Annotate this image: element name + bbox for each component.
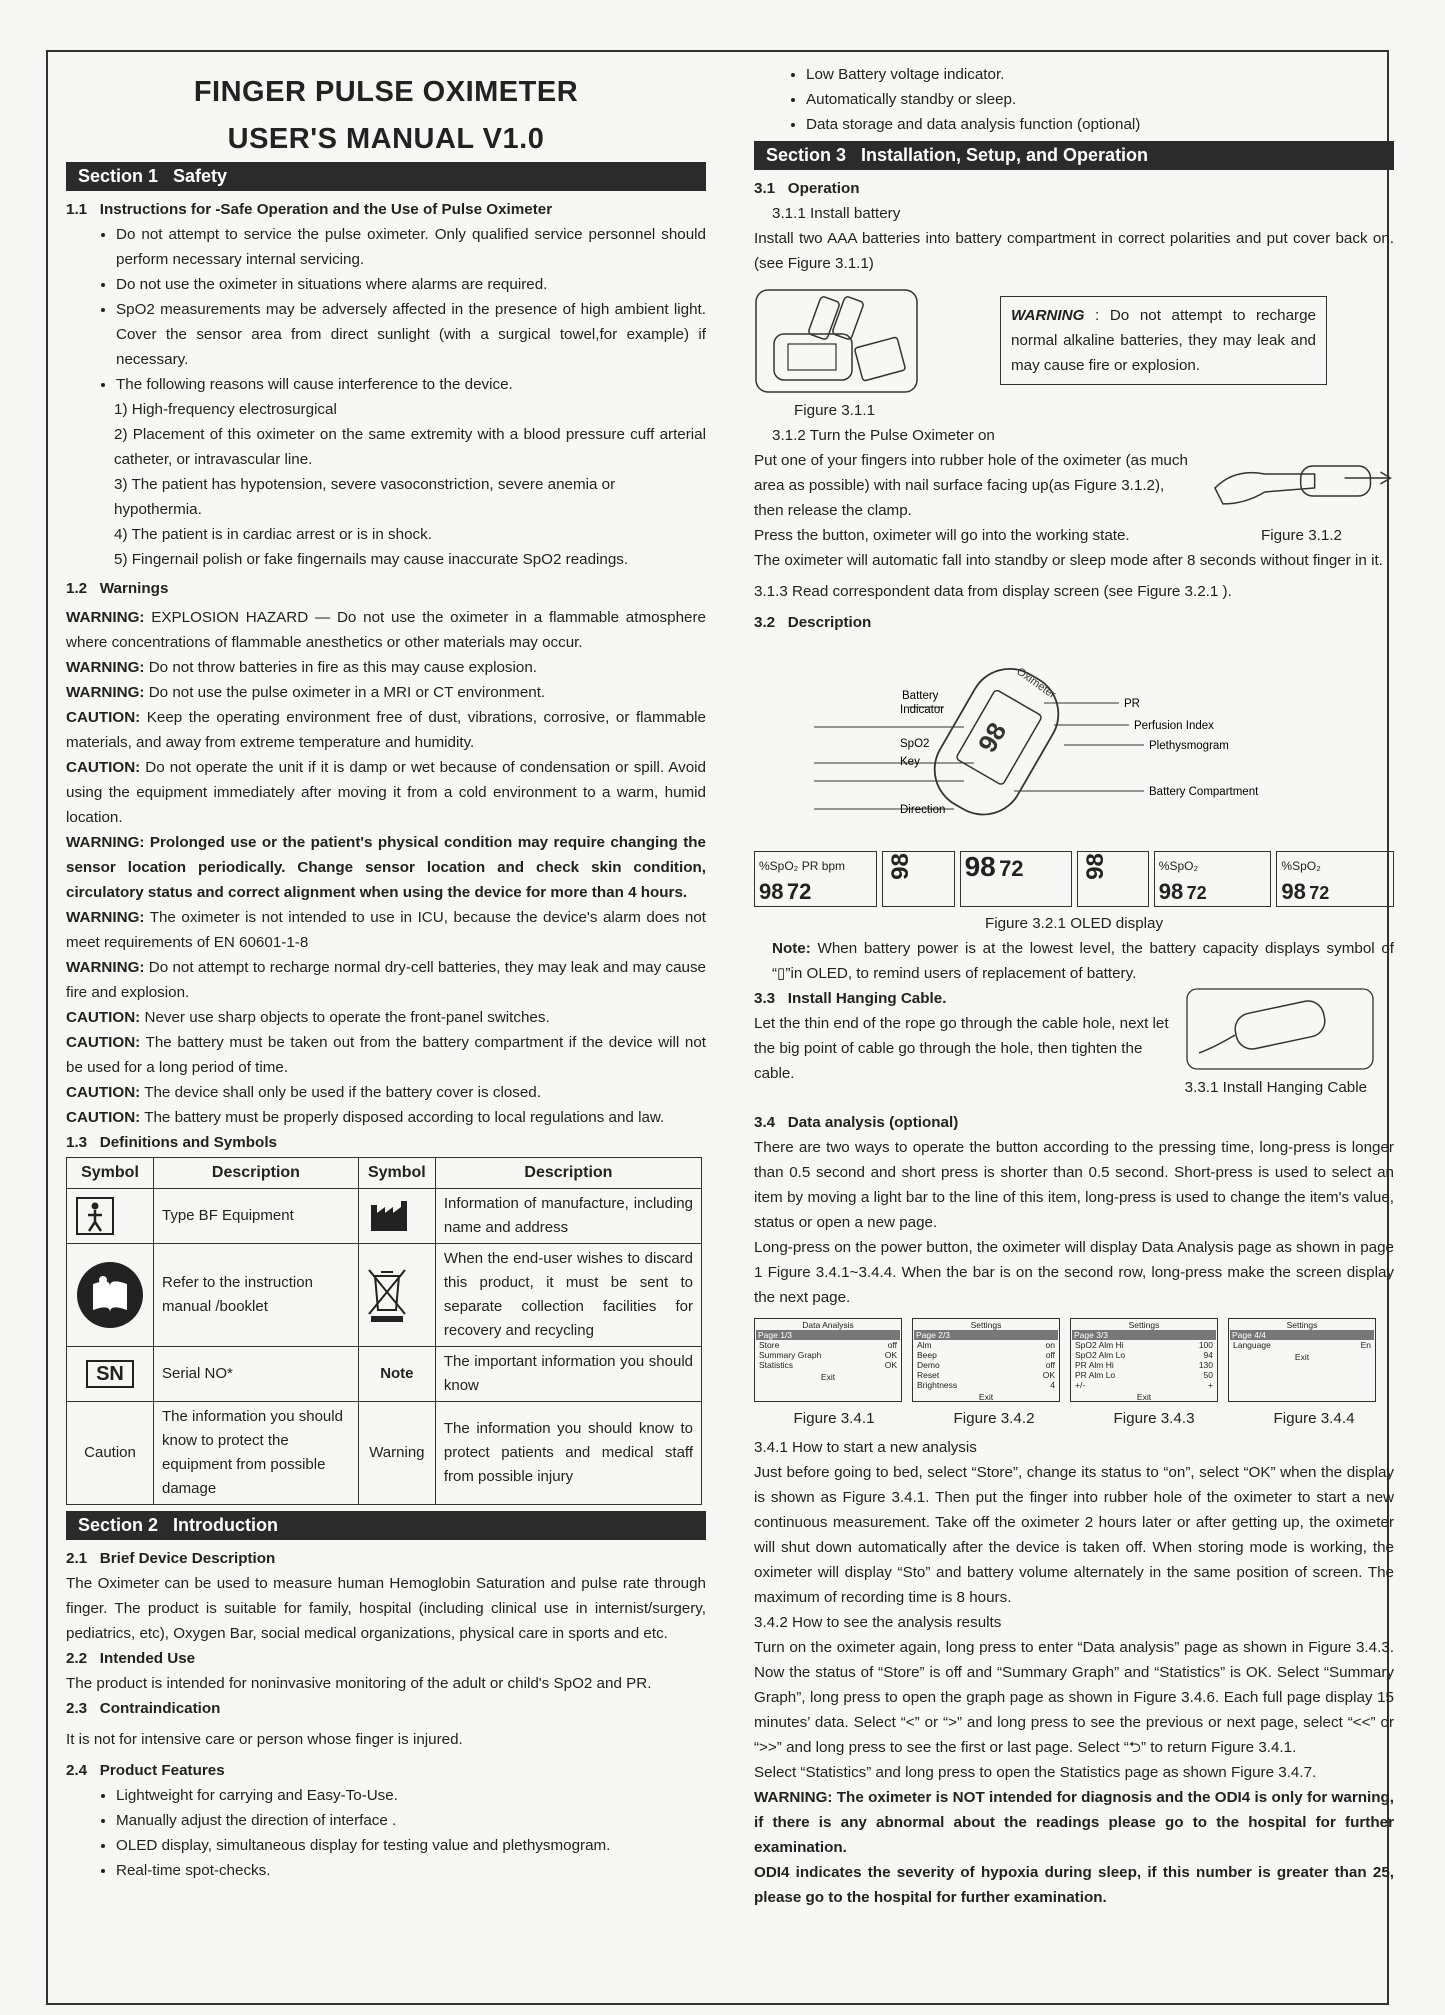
warning-keyword: CAUTION: <box>66 1109 141 1126</box>
screen-exit: Exit <box>1294 1352 1310 1362</box>
warning-item <box>66 955 706 1005</box>
screen-row <box>1072 1340 1216 1350</box>
warning-text: The oximeter is not intended to use in ICU, because the device's alarm does not meet requirements of EN 60601-1-8 <box>66 909 706 951</box>
heading-2-3: 2.3 Contraindication <box>66 1700 221 1717</box>
screen-title: Settings <box>970 1320 1002 1330</box>
oled-pr-value: 72 <box>1309 883 1330 903</box>
screen-exit: Exit <box>1136 1392 1152 1402</box>
warning-label: WARNING <box>1011 307 1085 324</box>
table-cell: The information you should know to protect patients and medical staff from possible injury <box>435 1402 701 1505</box>
caption-3-4-4: Figure 3.4.4 <box>1273 1410 1355 1427</box>
screen-row-label: Beep <box>917 1350 937 1360</box>
device-brand-label: Oximeter <box>1014 665 1058 702</box>
list-item: • OLED display, simultaneous display for testing value and plethysmogram. <box>116 1833 706 1858</box>
screen-title: Settings <box>1286 1320 1318 1330</box>
warning-item <box>66 905 706 955</box>
figure-3-4-captions <box>754 1406 1394 1431</box>
heading-1-1: 1.1 Instructions for -Safe Operation and the Use of Pulse Oximeter <box>66 201 553 218</box>
heading-3-4-2: 3.4.2 How to see the analysis results <box>754 1614 1002 1631</box>
col-header-description: Description <box>154 1158 359 1189</box>
warning-text: The battery must be taken out from the battery compartment if the device will not be used for a long period of time. <box>66 1034 706 1076</box>
screen-row-label: +/- <box>1075 1380 1086 1390</box>
caption-3-4-3: Figure 3.4.3 <box>1113 1410 1195 1427</box>
manual-icon <box>67 1244 154 1347</box>
oled-pr-value: 72 <box>999 856 1024 881</box>
paragraph-3-1-2: Put one of your fingers into rubber hole of the oximeter (as much area as possible) with nail surface facing up(as Figure 3.1.2), then release the clamp. <box>754 452 1188 519</box>
table-cell: Information of manufacture, including name and address <box>435 1189 701 1244</box>
battery-install-illustration <box>754 288 919 394</box>
hanging-cable-illustration <box>1185 987 1375 1071</box>
oled-screen <box>1154 851 1272 907</box>
heading-3-4-1: 3.4.1 How to start a new analysis <box>754 1439 977 1456</box>
list-item: • Do not attempt to service the pulse oximeter. Only qualified service personnel should perform necessary internal servicing. <box>116 222 706 272</box>
label-pr: PR <box>1124 698 1140 710</box>
settings-screen <box>1228 1318 1376 1402</box>
screen-row-value: En <box>1360 1340 1371 1350</box>
oled-screen <box>960 851 1072 907</box>
paragraph-3-1-2b: Press the button, oximeter will go into the working state. <box>754 527 1130 544</box>
reason-2: 2) Placement of this oximeter on the same extremity with a blood pressure cuff arterial catheter, or intravascular line. <box>114 426 706 468</box>
paragraph-3-1-1: Install two AAA batteries into battery compartment in correct polarities and put cover back on. (see Figure 3.1.1) <box>754 230 1394 272</box>
list-item: • Automatically standby or sleep. <box>806 87 1394 112</box>
oled-spo2-value: 98 <box>964 851 996 882</box>
oled-spo2-value: 98 <box>1081 853 1109 880</box>
figure-3-1-1-row <box>754 288 1394 423</box>
screen-row-value: on <box>1045 1340 1055 1350</box>
reason-5: 5) Fingernail polish or fake fingernails may cause inaccurate SpO2 readings. <box>114 551 629 568</box>
list-item: • The following reasons will cause interference to the device. <box>116 372 706 397</box>
label-key: Key <box>900 756 920 768</box>
table-cell: Serial NO* <box>154 1347 359 1402</box>
oled-screen <box>1077 851 1149 907</box>
note-text: When battery power is at the lowest level, the battery capacity displays symbol of “▯”in OLED, to remind users of replacement of battery. <box>772 940 1394 982</box>
table-cell: The information you should know to protect the equipment from possible damage <box>154 1402 359 1505</box>
warning-keyword: WARNING: <box>66 909 145 926</box>
warning-keyword: WARNING: <box>66 834 145 851</box>
screen-row-value: off <box>1045 1360 1055 1370</box>
symbols-table <box>66 1157 702 1505</box>
table-cell: Caution <box>67 1402 154 1505</box>
features-list-cont <box>754 62 1394 137</box>
screen-row-value: 94 <box>1203 1350 1213 1360</box>
doc-subtitle: USER'S MANUAL V1.0 <box>227 123 545 155</box>
doc-title: FINGER PULSE OXIMETER <box>193 76 579 108</box>
screen-row-label: Brightness <box>917 1380 958 1390</box>
oled-display-variants <box>754 851 1394 907</box>
table-cell: Type BF Equipment <box>154 1189 359 1244</box>
list-item: • Real-time spot-checks. <box>116 1858 706 1883</box>
screen-row-label: Summary Graph <box>759 1350 822 1360</box>
screen-row-label: Demo <box>917 1360 940 1370</box>
screen-row-label: PR Alm Hi <box>1075 1360 1114 1370</box>
weee-bin-icon <box>358 1244 435 1347</box>
warning-item <box>66 1005 706 1030</box>
screen-row-value: 130 <box>1198 1360 1213 1370</box>
col-header-symbol: Symbol <box>358 1158 435 1189</box>
paragraph-2-1: The Oximeter can be used to measure human Hemoglobin Saturation and pulse rate through finger. The product is suitable for family, hospital (including clinical use in internist/surgery, pediatrics, etc), Oxygen Bar, social medical organizations, physical care in sports and etc. <box>66 1575 706 1642</box>
warning-text: Prolonged use or the patient's physical condition may require changing the sensor location periodically. Change sensor location and check skin condition, circulatory status and correct alignment when using the device for more than 4 hours. <box>66 834 706 901</box>
screen-row-value: 4 <box>1050 1380 1055 1390</box>
list-item: • SpO2 measurements may be adversely affected in the presence of high ambient light. Cover the sensor area from direct sunlight (with a surgical towel,for example) if necessary. <box>116 297 706 372</box>
heading-1-3: 1.3 Definitions and Symbols <box>66 1134 277 1151</box>
warning-text: EXPLOSION HAZARD — Do not use the oximeter in a flammable atmosphere where concentrations of flammable anesthetics or other materials may occur. <box>66 609 706 651</box>
caption-3-4-1: Figure 3.4.1 <box>793 1410 875 1427</box>
warning-text: The device shall only be used if the battery cover is closed. <box>140 1084 541 1101</box>
settings-screen <box>1070 1318 1218 1402</box>
section-2-header: Section 2 Introduction <box>66 1511 706 1540</box>
warning-item <box>66 680 706 705</box>
table-cell: Warning <box>358 1402 435 1505</box>
figure-3-1-2-row <box>754 448 1394 523</box>
warning-item <box>66 1080 706 1105</box>
section-1-header: Section 1 Safety <box>66 162 706 191</box>
col-header-description: Description <box>435 1158 701 1189</box>
screen-row-value: + <box>1208 1380 1213 1390</box>
screen-row-value: 100 <box>1198 1340 1213 1350</box>
screen-row-value: 50 <box>1203 1370 1213 1380</box>
warning-text: The battery must be properly disposed according to local regulations and law. <box>140 1109 665 1126</box>
screen-row-label: SpO2 Alm Lo <box>1075 1350 1126 1360</box>
battery-figure <box>754 288 944 423</box>
table-cell: Refer to the instruction manual /booklet <box>154 1244 359 1347</box>
screen-row-value: OK <box>1042 1370 1055 1380</box>
col-header-symbol: Symbol <box>67 1158 154 1189</box>
oled-pr-value: 72 <box>1186 883 1207 903</box>
label-battery-compartment: Battery Compartment <box>1149 786 1259 798</box>
screen-row <box>1072 1380 1216 1390</box>
screen-row <box>1072 1360 1216 1370</box>
heading-1-2: 1.2 Warnings <box>66 580 169 597</box>
warning-text: Do not attempt to recharge normal dry-cell batteries, they may leak and may cause fire and explosion. <box>66 959 706 1001</box>
oled-spo2-value: 98 <box>1281 879 1306 904</box>
heading-3-1-1: 3.1.1 Install battery <box>772 205 901 222</box>
warning-item <box>66 830 706 905</box>
screen-exit: Exit <box>820 1372 836 1382</box>
oled-screen <box>1276 851 1394 907</box>
screen-row-value: OK <box>884 1360 897 1370</box>
caption-3-1-2: Figure 3.1.2 <box>1260 527 1342 544</box>
table-cell: The important information you should know <box>435 1347 701 1402</box>
screen-row-label: Reset <box>917 1370 940 1380</box>
warning-text: Do not operate the unit if it is damp or wet because of condensation or spill. Avoid using the equipment immediately after moving it from a cold environment to a warm, humid location. <box>66 759 706 826</box>
table-cell: Note <box>358 1347 435 1402</box>
paragraph-3-1-2c: The oximeter will automatic fall into standby or sleep mode after 8 seconds without finger in it. <box>754 552 1383 569</box>
device-reading: 98 <box>971 717 1013 758</box>
screen-row <box>1072 1350 1216 1360</box>
hanging-cable-figure <box>1185 987 1394 1100</box>
warning-item <box>66 655 706 680</box>
caption-3-2-1: Figure 3.2.1 OLED display <box>984 915 1164 932</box>
warning-text: Never use sharp objects to operate the front-panel switches. <box>140 1009 550 1026</box>
label-spo2: SpO2 <box>900 738 930 750</box>
left-column <box>66 58 706 1883</box>
warning-item <box>66 705 706 755</box>
label-perfusion-index: Perfusion Index <box>1134 720 1214 732</box>
screen-row <box>1230 1340 1374 1350</box>
odi4-warning: ODI4 indicates the severity of hypoxia during sleep, if this number is greater than 25, please go to the hospital for further examination. <box>754 1864 1394 1906</box>
label-indicator: Indicator <box>900 704 945 716</box>
screen-row <box>914 1340 1058 1350</box>
heading-3-2: 3.2 Description <box>754 614 872 631</box>
oled-spo2-value: 98 <box>759 879 784 904</box>
oled-screen <box>882 851 954 907</box>
warning-item <box>66 605 706 655</box>
heading-3-4: 3.4 Data analysis (optional) <box>754 1114 959 1131</box>
list-item: • Do not use the oximeter in situations where alarms are required. <box>116 272 706 297</box>
screen-row-value: off <box>1045 1350 1055 1360</box>
screen-row-label: Alm <box>917 1340 932 1350</box>
list-item: • Data storage and data analysis function (optional) <box>806 112 1394 137</box>
reason-3: 3) The patient has hypotension, severe vasoconstriction, severe anemia or hypothermia. <box>114 476 616 518</box>
paragraph-3-1-3: 3.1.3 Read correspondent data from display screen (see Figure 3.2.1 ). <box>754 583 1232 600</box>
screen-row <box>756 1360 900 1370</box>
oled-pr-value: 72 <box>786 879 812 904</box>
warning-keyword: WARNING: <box>66 959 145 976</box>
paragraph-3-4b: Long-press on the power button, the oximeter will display Data Analysis page as shown in page 1 Figure 3.4.1~3.4.4. When the bar is on the second row, long-press make the screen display the next page. <box>754 1239 1394 1306</box>
warning-text: : Do not attempt to recharge normal alkaline batteries, they may leak and may cause fire or explosion. <box>1011 307 1316 374</box>
screen-exit: Exit <box>978 1392 994 1402</box>
paragraph-3-4-1: Just before going to bed, select “Store”, change its status to “on”, select “OK” when the display is shown as Figure 3.4.1. Then put the finger into rubber hole of the oximeter to start a new continuous measurement. Take off the oximeter 2 hours later or after getting up, the oximeter will shut down automatically after the device is taken off. When storing mode is working, the oximeter will display “Sto” and battery volume alternately in the same position of screen. The maximum of recording time is 8 hours. <box>754 1464 1394 1606</box>
oled-screen <box>754 851 877 907</box>
list-item: • Manually adjust the direction of interface . <box>116 1808 706 1833</box>
warning-keyword: WARNING: <box>66 684 145 701</box>
device-description-diagram <box>754 641 1394 841</box>
list-item: • Low Battery voltage indicator. <box>806 62 1394 87</box>
screen-row <box>1072 1370 1216 1380</box>
warnings-list <box>66 605 706 1130</box>
heading-3-1-2: 3.1.2 Turn the Pulse Oximeter on <box>772 427 995 444</box>
battery-warning-box <box>1000 296 1327 385</box>
oled-pr-label: PR bpm <box>801 859 846 873</box>
warning-text: Do not throw batteries in fire as this may cause explosion. <box>144 659 538 676</box>
warning-keyword: WARNING: <box>66 659 145 676</box>
warning-item <box>66 755 706 830</box>
warning-keyword: CAUTION: <box>66 709 141 726</box>
warning-keyword: CAUTION: <box>66 1034 141 1051</box>
screen-row <box>914 1360 1058 1370</box>
sn-symbol: SN <box>86 1360 134 1388</box>
oled-spo2-value: 98 <box>1158 879 1184 904</box>
paragraph-3-4-2: Turn on the oximeter again, long press to enter “Data analysis” page as shown in Figure 3.4.3. Now the status of “Store” is off and “Summary Graph” and “Statistics” is OK. Select “Summary Graph”, long press to open the graph page as shown in Figure 3.4.6. Each full page display 15 minutes’ data. Select “<” or “>” and long press to see the previous or next page, select “<<” or “>>” and long press to see the first or last page. Select “⮌” to return Figure 3.4.1. <box>754 1639 1394 1756</box>
table-cell: When the end-user wishes to discard this product, it must be sent to separate collection facilities for recovery and recycling <box>435 1244 701 1347</box>
settings-screen <box>754 1318 902 1402</box>
label-direction: Direction <box>900 804 946 816</box>
warning-item <box>66 1105 706 1130</box>
type-bf-icon <box>67 1189 154 1244</box>
paragraph-3-3: Let the thin end of the rope go through the cable hole, next let the big point of cable go through the hole, then tighten the cable. <box>754 1015 1169 1082</box>
final-warning: WARNING: The oximeter is NOT intended for diagnosis and the ODI4 is only for warning, if there is any abnormal about the readings please go to the hospital for further examination. <box>754 1789 1394 1856</box>
oled-spo2-value: 98 <box>887 853 915 880</box>
screen-row-label: PR Alm Lo <box>1075 1370 1116 1380</box>
screen-row <box>914 1380 1058 1390</box>
heading-3-3: 3.3 Install Hanging Cable. <box>754 990 947 1007</box>
label-plethysmogram: Plethysmogram <box>1149 740 1229 752</box>
screen-row <box>756 1340 900 1350</box>
screen-row-value: OK <box>884 1350 897 1360</box>
paragraph-3-4-2b: Select “Statistics” and long press to open the Statistics page as shown Figure 3.4.7. <box>754 1764 1317 1781</box>
caption-3-4-2: Figure 3.4.2 <box>953 1410 1035 1427</box>
heading-2-2: 2.2 Intended Use <box>66 1650 196 1667</box>
warning-keyword: CAUTION: <box>66 1009 141 1026</box>
screen-page-indicator: Page 2/3 <box>914 1330 1058 1340</box>
screen-row-value: off <box>887 1340 897 1350</box>
label-battery: Battery <box>902 690 939 702</box>
settings-screen <box>912 1318 1060 1402</box>
paragraph-3-4a: There are two ways to operate the button according to the pressing time, long-press is longer than 0.5 second and short press is shorter than 0.5 second. Short-press is used to select an item by moving a light bar to the line of this item, long-press is used to change the item's value, status or open a new page. <box>754 1139 1394 1231</box>
settings-screens <box>754 1318 1394 1402</box>
oled-spo2-label: %SpO₂ <box>759 859 799 873</box>
caption-3-1-1: Figure 3.1.1 <box>794 402 876 419</box>
paragraph-2-2: The product is intended for noninvasive monitoring of the adult or child's SpO2 and PR. <box>66 1675 652 1692</box>
oled-spo2-label: %SpO₂ <box>1158 859 1199 873</box>
features-list <box>66 1783 706 1883</box>
safety-list <box>66 222 706 397</box>
paragraph-2-3: It is not for intensive care or person whose finger is injured. <box>66 1731 463 1748</box>
heading-2-4: 2.4 Product Features <box>66 1762 225 1779</box>
screen-title: Data Analysis <box>802 1320 854 1330</box>
screen-page-indicator: Page 4/4 <box>1230 1330 1374 1340</box>
caption-3-3-1: 3.3.1 Install Hanging Cable <box>1184 1079 1368 1096</box>
screen-title: Settings <box>1128 1320 1160 1330</box>
note-label: Note: <box>772 940 811 957</box>
screen-row-label: Statistics <box>759 1360 794 1370</box>
warning-keyword: CAUTION: <box>66 759 141 776</box>
reason-4: 4) The patient is in cardiac arrest or is in shock. <box>114 526 432 543</box>
list-item: • Lightweight for carrying and Easy-To-Use. <box>116 1783 706 1808</box>
reason-1: 1) High-frequency electrosurgical <box>114 401 337 418</box>
oled-spo2-label: %SpO₂ <box>1281 859 1321 873</box>
warning-text: Keep the operating environment free of dust, vibrations, corrosive, or flammable materials, and away from extreme temperature and humidity. <box>66 709 706 751</box>
press-button-row <box>754 523 1394 548</box>
warning-text: Do not use the pulse oximeter in a MRI or CT environment. <box>144 684 546 701</box>
warning-keyword: WARNING: <box>66 609 145 626</box>
manufacturer-icon <box>358 1189 435 1244</box>
section-3-header: Section 3 Installation, Setup, and Operation <box>754 141 1394 170</box>
heading-2-1: 2.1 Brief Device Description <box>66 1550 276 1567</box>
screen-row <box>756 1350 900 1360</box>
figure-3-3-1-row <box>754 1011 1394 1100</box>
screen-row <box>914 1370 1058 1380</box>
right-column <box>754 62 1394 1910</box>
screen-page-indicator: Page 3/3 <box>1072 1330 1216 1340</box>
screen-page-indicator: Page 1/3 <box>756 1330 900 1340</box>
heading-3-1: 3.1 Operation <box>754 180 860 197</box>
screen-row-label: Store <box>759 1340 780 1350</box>
finger-insertion-illustration <box>1205 448 1394 518</box>
screen-row-label: SpO2 Alm Hi <box>1075 1340 1124 1350</box>
screen-row <box>914 1350 1058 1360</box>
serial-number-icon <box>67 1347 154 1402</box>
screen-row-label: Language <box>1233 1340 1271 1350</box>
warning-keyword: CAUTION: <box>66 1084 141 1101</box>
warning-item <box>66 1030 706 1080</box>
